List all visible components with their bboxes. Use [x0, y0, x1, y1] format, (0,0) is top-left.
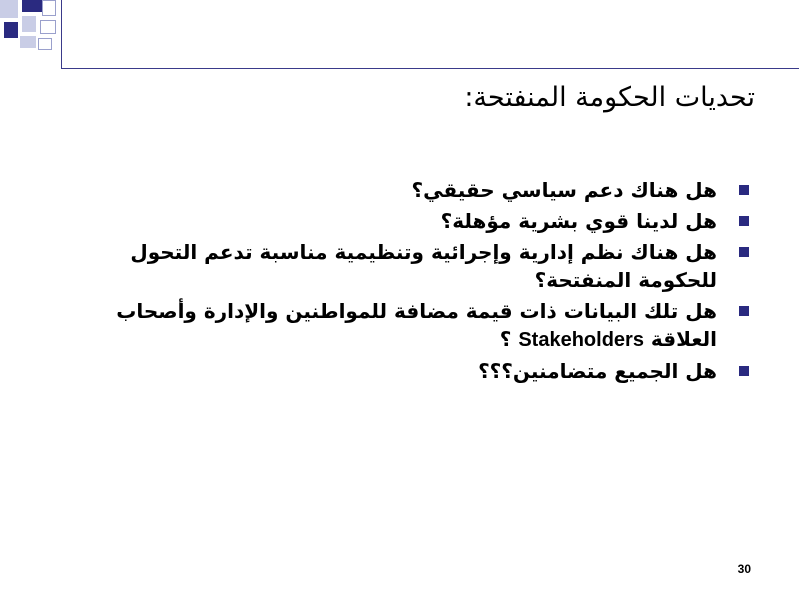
square-bullet-icon — [739, 185, 749, 195]
bullet-item — [95, 176, 755, 204]
slide-title: تحديات الحكومة المنفتحة: — [464, 82, 755, 113]
bullet-item — [95, 297, 755, 354]
decor-square-6 — [40, 20, 56, 34]
bullet-latin-term: Stakeholders — [518, 329, 644, 351]
decor-square-2 — [22, 0, 42, 12]
square-bullet-icon — [739, 366, 749, 376]
header-rule-horizontal — [61, 68, 799, 69]
bullet-suffix: ؟ — [499, 327, 519, 351]
square-bullet-icon — [739, 247, 749, 257]
decor-square-1 — [0, 0, 18, 18]
header-rule-vertical — [61, 0, 62, 68]
decor-square-5 — [22, 16, 36, 32]
bullet-item — [95, 357, 755, 385]
bullet-text: هل هناك نظم إدارية وإجرائية وتنظيمية مناسبة تدعم التحول للحكومة المنفتحة؟ — [130, 240, 717, 292]
decor-square-8 — [38, 38, 52, 50]
slide-number: 30 — [737, 562, 751, 576]
bullet-text: هل لدينا قوي بشرية مؤهلة؟ — [440, 209, 717, 233]
bullet-text: هل تلك البيانات ذات قيمة مضافة للمواطنين والإدارة وأصحاب العلاقة — [116, 299, 717, 351]
decor-square-3 — [42, 0, 56, 16]
bullet-text: هل الجميع متضامنين؟؟؟ — [478, 359, 717, 383]
square-bullet-icon — [739, 216, 749, 226]
bullet-text: هل هناك دعم سياسي حقيقي؟ — [411, 178, 717, 202]
square-bullet-icon — [739, 306, 749, 316]
bullet-item — [95, 207, 755, 235]
decor-square-7 — [20, 36, 36, 48]
bullet-item — [95, 238, 755, 294]
bullet-list — [95, 176, 755, 388]
decor-square-4 — [4, 22, 18, 38]
